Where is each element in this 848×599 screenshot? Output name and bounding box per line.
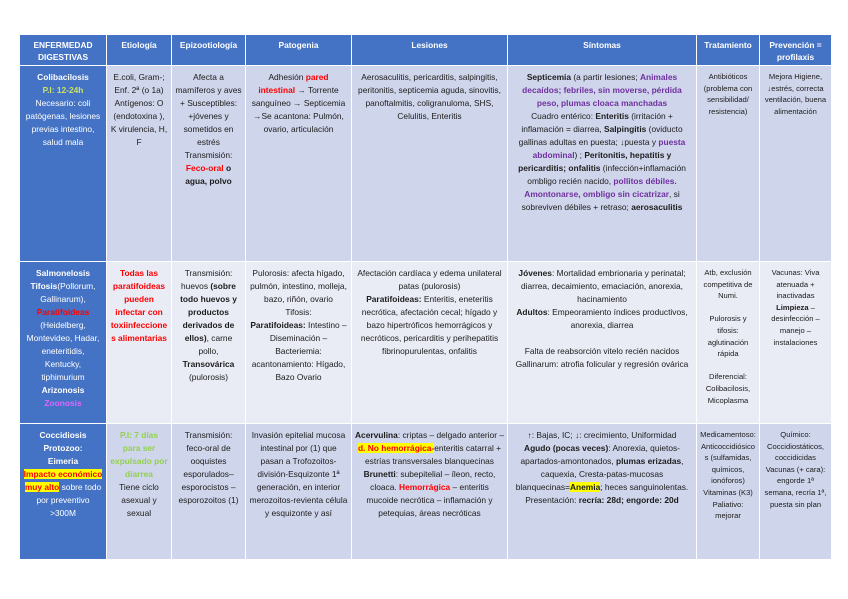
row1-epizootiology-cell [172, 66, 246, 262]
text-run: Antígenos: O (endotoxina ), K virulencia, H, F [110, 98, 168, 147]
text-run: Atb, exclusión competitiva de Numi. [703, 268, 753, 301]
text-run: – desinfección – manejo – instalaciones [771, 302, 820, 347]
text-run: P.I: 12-24h [42, 85, 84, 95]
row1-lesions-cell [352, 66, 508, 262]
cell-paragraph [511, 306, 693, 332]
text-run: + Susceptibles: +jóvenes y sometidos en estrés [179, 98, 238, 147]
cell-paragraph [23, 429, 103, 442]
text-run: Tiene ciclo asexual y sexual [119, 482, 159, 518]
row3-pathogenesis-cell [246, 424, 352, 560]
text-run: Paliativo: mejorar [712, 499, 744, 521]
header-disease: ENFERMEDAD DIGESTIVAS [20, 35, 107, 66]
header-symptoms: Síntomas [508, 35, 697, 66]
text-run: Arizonosis [41, 385, 85, 395]
cell-paragraph [700, 499, 756, 522]
cell-paragraph [511, 494, 693, 507]
cell-paragraph [763, 267, 828, 302]
text-run: recría: 28d; engorde: 20d [578, 495, 679, 505]
row3-epizootiology-cell [172, 424, 246, 560]
text-run: Gallinarum: atrofia folicular y regresión ovárica [515, 359, 689, 369]
cell-paragraph [511, 267, 693, 306]
row2-epizootiology-cell [172, 262, 246, 424]
row3-lesions-cell [352, 424, 508, 560]
text-run: Afectación cardíaca y edema unilateral patas (pulorosis) [357, 268, 502, 291]
text-run: Hemorrágica [399, 482, 451, 492]
text-run: Paratifoideas: [366, 294, 422, 304]
header-epizootiology: Epizootiología [172, 35, 246, 66]
text-run: Medicamentoso: Anticoccidiósicos (sulfamidas, químicos, ionóforos) [700, 430, 756, 486]
text-run: : criptas – delgado anterior – [397, 430, 504, 440]
text-run: : Mortalidad embrionaria y perinatal; diarrea, decaimiento, emaciación, anorexia, hacinamiento [520, 268, 686, 304]
cell-paragraph [763, 302, 828, 348]
cell-paragraph [700, 302, 756, 314]
text-run: Salmonelosis [36, 268, 90, 278]
text-run: Anemia [569, 482, 601, 492]
row2-disease-cell [20, 262, 107, 424]
header-etiology: Etiología [107, 35, 172, 66]
text-run: Diferencial: Colibacilosis, Micoplasma [705, 372, 751, 405]
text-run: plumas erizadas [615, 456, 682, 466]
text-run: → Torrente sanguíneo → Septicemia →Se acantona: Pulmón, ovario, articulación [251, 85, 346, 134]
cell-paragraph [249, 306, 348, 319]
cell-paragraph [249, 71, 348, 136]
row3-symptoms-cell [508, 424, 697, 560]
text-run: Zoonosis [44, 398, 82, 408]
text-run: d. No hemorrágica- [357, 443, 435, 453]
header-pathogenesis: Patogenia [246, 35, 352, 66]
text-run: Todas las paratifoideas pueden infectar con toxiinfecciones alimentarias [110, 268, 168, 343]
text-run: aerosaculitis [631, 202, 683, 212]
text-run: ↑: Bajas, IC; ↓: crecimiento, Uniformidad [527, 430, 677, 440]
text-run: : Empeoramiento índices productivos, anorexia, diarrea [547, 307, 688, 330]
cell-paragraph [355, 71, 504, 123]
cell-paragraph [175, 267, 242, 384]
text-run: Vitaminas (K3) [703, 487, 753, 497]
text-run: Paratifoideas [36, 307, 90, 317]
row3-etiology-cell [107, 424, 172, 560]
text-run: o agua, polvo [185, 163, 232, 186]
cell-paragraph [23, 84, 103, 97]
text-run: Mejora Higiene, ↓estrés, correcta ventilación, buena alimentación [764, 72, 827, 116]
row1-prevention-cell [760, 66, 832, 262]
cell-paragraph [700, 267, 756, 302]
cell-paragraph [511, 332, 693, 345]
cell-paragraph [110, 429, 168, 481]
text-run: Colibacilosis [37, 72, 89, 82]
text-run: Necesario: coli patógenas, lesiones previas intestino, salud mala [25, 98, 101, 147]
cell-paragraph [23, 71, 103, 84]
cell-paragraph [110, 71, 168, 97]
text-run: Enteritis [595, 111, 629, 121]
cell-paragraph [511, 71, 693, 110]
text-run: Adhesión [268, 72, 306, 82]
cell-paragraph [23, 397, 103, 410]
text-run: Vacunas (+ cara): engorde 1ª semana, recría 1ª, puesta sin plan [764, 464, 827, 509]
text-run: Antibióticos (problema con sensibilidad/ resistencia) [703, 72, 753, 116]
cell-paragraph [700, 313, 756, 359]
text-run: (oviducto gallinas adultas en puesta; ↓puesta y [518, 124, 683, 147]
cell-paragraph [763, 464, 828, 510]
cell-paragraph [175, 97, 242, 149]
text-run: Paratifoideas: [250, 320, 306, 330]
row1-pathogenesis-cell [246, 66, 352, 262]
cell-paragraph [511, 345, 693, 358]
cell-paragraph [511, 442, 693, 494]
text-run: Limpieza [776, 302, 809, 312]
cell-paragraph [355, 468, 504, 520]
text-run: ; heces sanguinolentas. [600, 482, 689, 492]
text-run: Pulorosis y tifosis: aglutinación rápida [707, 314, 749, 359]
text-run: pollitos débiles. Amontonarse, ombligo sin cicatrizar [524, 176, 677, 199]
text-run: Animales decaídos; febriles, sin moverse, pérdida peso, plumas cloaca manchadas [522, 72, 682, 108]
text-run: Salpingitis [603, 124, 647, 134]
text-run: Falta de reabsorción vitelo recién nacidos [524, 346, 680, 356]
cell-paragraph [23, 267, 103, 280]
text-run: Eimeria [47, 456, 79, 466]
text-run: , carne pollo, [198, 333, 233, 356]
text-run: Transovárica [182, 359, 235, 369]
cell-paragraph [249, 267, 348, 306]
row1-disease-cell [20, 66, 107, 262]
text-run: Cuadro entérico: [531, 111, 596, 121]
header-lesions: Lesiones [352, 35, 508, 66]
text-run: (pulorosis) [188, 372, 229, 382]
text-run: Brunetti [363, 469, 396, 479]
cell-paragraph [23, 442, 103, 455]
row1-treatment-cell [697, 66, 760, 262]
row2-pathogenesis-cell [246, 262, 352, 424]
cell-paragraph [700, 71, 756, 117]
text-run: Transmisión: feco-oral de ooquistes esporulados– esporocistos – esporozoitos (1) [178, 430, 239, 505]
text-run: Transmisión: huevos [181, 268, 233, 291]
cell-paragraph [23, 384, 103, 397]
cell-paragraph [249, 319, 348, 384]
text-run: Afecta a mamíferos y aves [175, 72, 242, 95]
text-run: Transmisión: [184, 150, 233, 160]
text-run: Pulorosis: afecta hígado, pulmón, intestino, molleja, bazo, riñón, ovario [250, 268, 347, 304]
text-run: Vacunas: Viva atenuada + inactivadas [771, 268, 820, 301]
text-run: Intestino – Diseminación – Bacteriemia: acantonamiento: Hígado, Bazo Ovario [251, 320, 347, 382]
text-run: Jóvenes [518, 268, 552, 278]
cell-paragraph [23, 468, 103, 520]
row2-lesions-cell [352, 262, 508, 424]
text-run: Agudo (pocas veces) [524, 443, 609, 453]
text-run: : Anorexia, quietos-apartados-amontonados, [520, 443, 680, 466]
text-run: , caquexia, Cresta-patas-mucosas blanquecinas= [515, 456, 684, 492]
header-prevention: Prevención = profilaxis [760, 35, 832, 66]
text-run: ) ; [574, 150, 585, 160]
text-run: (Pollorum, Gallinarum), [40, 281, 96, 304]
cell-paragraph [23, 280, 103, 306]
cell-paragraph [110, 267, 168, 345]
cell-paragraph [355, 293, 504, 358]
text-run: : subepitelial – íleon, recto, cloaca. [370, 469, 496, 492]
text-run: (Heidelberg, Montevideo, Hadar, eneteritidis, Kentucky, tiphimurium [26, 320, 100, 382]
text-run: sobre todo por preventivo >300M [36, 482, 102, 518]
row2-treatment-cell [697, 262, 760, 424]
cell-paragraph [23, 455, 103, 468]
text-run: Adultos [516, 307, 548, 317]
cell-paragraph [700, 360, 756, 372]
text-run: Coccidiosis [39, 430, 87, 440]
digestive-diseases-table [20, 35, 832, 560]
text-run: (irritación + inflamación = diarrea, [521, 111, 673, 134]
text-run: (sobre todo huevos y productos derivados de ellos) [180, 281, 237, 343]
row3-disease-cell [20, 424, 107, 560]
row3-prevention-cell [760, 424, 832, 560]
cell-paragraph [763, 429, 828, 464]
cell-paragraph [511, 358, 693, 371]
text-run: Tifosis: [285, 307, 312, 317]
cell-paragraph [511, 429, 693, 442]
cell-paragraph [175, 429, 242, 507]
cell-paragraph [175, 71, 242, 97]
text-run: , si sobreviven débiles + retraso; [521, 189, 680, 212]
row3-treatment-cell [697, 424, 760, 560]
text-run: E.coli, Gram-; Enf. 2ª (o 1a) [113, 72, 165, 95]
cell-paragraph [23, 306, 103, 384]
header-treatment: Tratamiento [697, 35, 760, 66]
row1-etiology-cell [107, 66, 172, 262]
cell-paragraph [110, 481, 168, 520]
text-run: Tifosis [30, 281, 58, 291]
text-run: (infección+inflamación ombligo recién nacido, [527, 163, 686, 186]
cell-paragraph [511, 110, 693, 214]
text-run: (a partir lesiones; [571, 72, 640, 82]
text-run: Septicemia [526, 72, 572, 82]
text-run: puesta abdominal [532, 137, 686, 160]
row2-prevention-cell [760, 262, 832, 424]
text-run: Protozoo: [43, 443, 83, 453]
text-run: P.I: 7 días para ser expulsado por diarrea [110, 430, 168, 479]
cell-paragraph [763, 71, 828, 117]
row2-etiology-cell [107, 262, 172, 424]
text-run: Aerosaculitis, pericarditis, salpingitis, peritonitis, septicemia aguda, sinovitis, panoftalmitis, coligranuloma, SHS, Celulitis, Enteritis [358, 72, 501, 121]
text-run: – enteritis mucoide necrótica – inflamación y petequias, áreas necróticas [366, 482, 493, 518]
text-run: Químico: Coccidiostáticos, coccidicidas [767, 430, 824, 463]
text-run: Feco-oral [185, 163, 224, 173]
cell-paragraph [23, 97, 103, 149]
row2-symptoms-cell [508, 262, 697, 424]
cell-paragraph [175, 149, 242, 188]
cell-paragraph [355, 267, 504, 293]
row1-symptoms-cell [508, 66, 697, 262]
cell-paragraph [700, 371, 756, 406]
cell-paragraph [110, 97, 168, 149]
text-run: pared intestinal [258, 72, 329, 95]
text-run: enteritis catarral + estrías transversales blanquecinas [365, 443, 502, 466]
cell-paragraph [700, 487, 756, 499]
text-run: Acervulina [355, 430, 398, 440]
text-run: Impacto económico muy alto [23, 469, 103, 492]
cell-paragraph [355, 429, 504, 468]
text-run: Invasión epitelial mucosa intestinal por (1) que pasan a Trofozoitos-división-Esquizonte 1ª generación, en interior merozoitos-revienta célula y esquizonte y así [249, 430, 348, 518]
cell-paragraph [249, 429, 348, 520]
text-run: Peritonitis, hepatitis y pericarditis; onfalitis [518, 150, 672, 173]
text-run: Presentación: [525, 495, 579, 505]
cell-paragraph [700, 429, 756, 487]
text-run: Enteritis, eneteritis necrótica, afectación cecal; hígado y bazo hipertróficos hemorrágicos y necróticos, pericarditis y perihepatitis fibrinopurulentas, onfalitis [360, 294, 499, 356]
